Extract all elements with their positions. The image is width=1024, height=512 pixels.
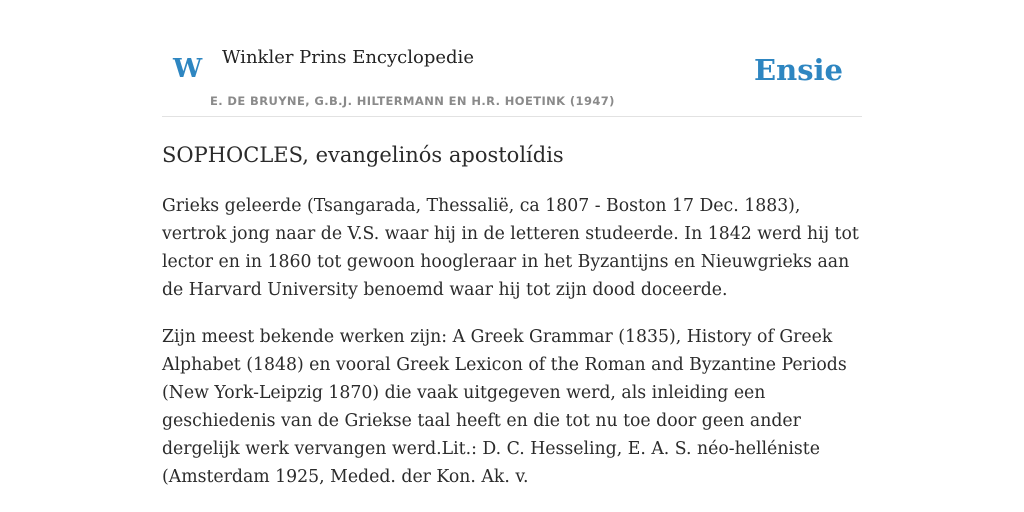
- entry-paragraph-2: Zijn meest bekende werken zijn: A Greek Grammar (1835), History of Greek Alphabet (1848) en vooral Greek Lexicon of the Roman and Byzantine Periods (New York-Leipzig 1870) die vaak uitgegeven werd, als inleiding een geschiedenis van de Griekse taal heeft en die tot nu toe door geen ander dergelijk werk vervangen werd.Lit.: D. C. Hesseling, E. A. S. néo-helléniste (Amsterdam 1925, Meded. der Kon. Ak. v.: [162, 327, 847, 487]
- publication-authors: E. DE BRUYNE, G.B.J. HILTERMANN EN H.R. HOETINK (1947): [210, 94, 615, 108]
- publication-title[interactable]: Winkler Prins Encyclopedie: [222, 47, 474, 68]
- entry-title: SOPHOCLES, evangelinós apostolídis: [162, 143, 564, 167]
- entry-paragraph-1: Grieks geleerde (Tsangarada, Thessalië, ca 1807 - Boston 17 Dec. 1883), vertrok jong naar de V.S. waar hij in de letteren studeerde. In 1842 werd hij tot lector en in 1860 tot gewoon hoogleraar in het Byzantijns en Nieuwgrieks aan de Harvard University benoemd waar hij tot zijn dood doceerde.: [162, 196, 859, 300]
- site-header: [162, 0, 862, 117]
- encyclopedia-logo-icon[interactable]: W: [173, 54, 203, 84]
- ensie-brand-link[interactable]: Ensie: [754, 53, 843, 87]
